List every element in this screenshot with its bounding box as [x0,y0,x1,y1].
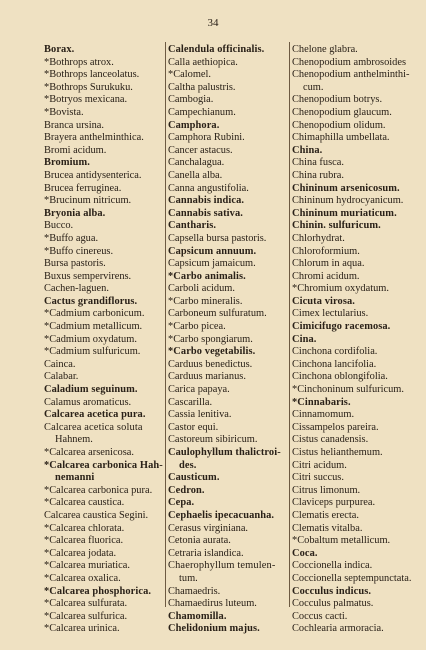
remedy-entry: Claviceps purpurea. [292,497,376,509]
remedy-entry: *Carbo animalis. [168,270,246,282]
remedy-entry: *Calcarea carbonica pura. [44,484,153,496]
remedy-entry: Cassia lenitiva. [168,409,232,421]
remedy-entry: *Bothrops Surukuku. [44,81,133,93]
remedy-entry: Carduus benedictus. [168,358,253,370]
remedy-entry: Coccionella septempunctata. [292,572,412,584]
remedy-entry: Canna angustifolia. [168,182,249,194]
remedy-entry: Bryonia alba. [44,207,106,219]
remedy-entry: Calamus aromaticus. [44,396,132,408]
remedy-entry: Cancer astacus. [168,144,233,156]
remedy-entry: Chlorum in aqua. [292,258,365,270]
remedy-entry: Cimicifugo racemosa. [292,321,391,333]
remedy-entry: China. [292,144,323,156]
remedy-entry: *Botryos mexicana. [44,94,128,106]
remedy-entry: Cina. [292,333,317,345]
remedy-entry: Cinchona cordifolia. [292,346,378,358]
remedy-entry: *Calcarea sulfurica. [44,610,128,622]
index-column-1 [44,44,162,636]
remedy-entry: Citri acidum. [292,459,347,471]
remedy-entry: tum. [179,572,198,584]
remedy-entry: Chelone glabra. [292,44,358,55]
remedy-entry: *Calcarea carbonica Hah- [44,459,163,471]
remedy-entry: *Chromium oxydatum. [292,283,389,295]
remedy-entry: *Calomel. [168,69,211,81]
remedy-entry: Causticum. [168,472,220,484]
remedy-entry: Citri succus. [292,472,344,484]
remedy-entry: Carboli acidum. [168,283,235,295]
remedy-entry: Carica papaya. [168,384,230,396]
remedy-entry: Calcarea caustica Segini. [44,509,149,521]
remedy-entry: Bursa pastoris. [44,258,106,270]
remedy-entry: Cascarilla. [168,396,213,408]
remedy-entry: Canella alba. [168,169,223,181]
remedy-entry: Brucea antidysenterica. [44,169,142,181]
remedy-entry: nemanni [55,472,95,484]
remedy-entry: Capsicum jamaicum. [168,258,256,270]
remedy-entry: *Carbo vegetabilis. [168,346,256,358]
remedy-entry: Brayera anthelminthica. [44,132,144,144]
remedy-entry: Cambogia. [168,94,214,106]
remedy-entry: Bromium. [44,157,90,169]
column-divider [289,42,290,607]
remedy-entry: Cocculus indicus. [292,585,372,597]
remedy-entry: China rubra. [292,169,344,181]
remedy-entry: Cinchona oblongifolia. [292,371,388,383]
remedy-entry: Cannabis indica. [168,195,245,207]
remedy-entry: Chenopodium glaucum. [292,106,392,118]
remedy-entry: Caulophyllum thalictroi- [168,447,281,458]
remedy-entry: *Calcarea phosphorica. [44,585,152,597]
remedy-entry: Bucco. [44,220,74,232]
remedy-entry: Cerasus virginiana. [168,522,249,534]
remedy-entry: *Cadmium metallicum. [44,321,143,333]
remedy-entry: *Cadmium carbonicum. [44,308,145,320]
remedy-entry: Cactus grandiflorus. [44,295,138,307]
remedy-entry: Branca ursina. [44,119,105,131]
remedy-entry: Coccionella indica. [292,560,373,572]
remedy-entry: Calcarea acetica pura. [44,409,146,421]
remedy-entry: Clematis erecta. [292,509,359,521]
remedy-entry: Capsicum annuum. [168,245,257,257]
remedy-entry: Clematis vitalba. [292,522,363,534]
remedy-entry: *Bothrops lanceolatus. [44,69,140,81]
remedy-entry: Coccus cacti. [292,610,348,622]
remedy-entry: Cetonia aurata. [168,535,231,547]
remedy-entry: Castor equi. [168,421,219,433]
index-column-3 [292,44,414,636]
remedy-entry: Cedron. [168,484,205,496]
remedy-entry: Carduus marianus. [168,371,246,383]
remedy-entry: Coca. [292,547,318,559]
index-column-2 [168,44,286,636]
remedy-entry: Chenopodium olidum. [292,119,386,131]
remedy-entry: Chromi acidum. [292,270,360,282]
remedy-entry: Cissampelos pareira. [292,421,379,433]
remedy-entry: Carboneum sulfuratum. [168,308,267,320]
remedy-entry: Chlorhydrat. [292,232,345,244]
remedy-entry: Cochlearia armoracia. [292,623,384,635]
remedy-entry: *Cadmium sulfuricum. [44,346,141,358]
remedy-entry: Chininum hydrocyanicum. [292,195,404,207]
remedy-entry: Calabar. [44,371,79,383]
remedy-entry: *Calcarea muriatica. [44,560,130,572]
remedy-entry: *Calcarea arsenicosa. [44,447,134,458]
remedy-entry: Cistus helianthemum. [292,447,383,458]
remedy-entry: Cimex lectularius. [292,308,369,320]
remedy-entry: Castoreum sibiricum. [168,434,258,446]
remedy-entry: Cepa. [168,497,195,509]
remedy-entry: Chamaedirus luteum. [168,598,257,610]
remedy-entry: cum. [303,81,324,93]
remedy-entry: Hahnem. [55,434,93,446]
remedy-entry: Chimaphilla umbellata. [292,132,390,144]
remedy-entry: China fusca. [292,157,344,169]
remedy-entry: *Cinchoninum sulfuricum. [292,384,404,396]
remedy-entry: Cinnamomum. [292,409,355,421]
remedy-entry: Campechianum. [168,106,236,118]
remedy-entry: Cephaelis ipecacuanha. [168,509,275,521]
remedy-entry: *Calcarea fluorica. [44,535,124,547]
remedy-entry: Chininum muriaticum. [292,207,397,219]
remedy-entry: Bromi acidum. [44,144,107,156]
remedy-entry: Chenopodium botrys. [292,94,383,106]
remedy-entry: Cistus canadensis. [292,434,369,446]
remedy-entry: Cicuta virosa. [292,295,355,307]
remedy-entry: *Calcarea jodata. [44,547,117,559]
remedy-entry: Brucea ferruginea. [44,182,122,194]
column-divider [165,42,166,607]
remedy-entry: Chelidonium majus. [168,623,260,635]
remedy-entry: Cannabis sativa. [168,207,243,219]
remedy-entry: Chamomilla. [168,610,227,622]
remedy-entry: Citrus limonum. [292,484,361,496]
remedy-entry: Cinchona lancifolia. [292,358,377,370]
remedy-entry: *Cadmium oxydatum. [44,333,137,345]
remedy-entry: Cainca. [44,358,76,370]
remedy-entry: Capsella bursa pastoris. [168,232,267,244]
remedy-entry: *Buffo cinereus. [44,245,114,257]
remedy-entry: Canchalagua. [168,157,225,169]
remedy-entry: *Calcarea sulfurata. [44,598,128,610]
remedy-entry: *Brucinum nitricum. [44,195,132,207]
remedy-entry: Calla aethiopica. [168,56,238,68]
remedy-entry: *Cobaltum metallicum. [292,535,391,547]
remedy-entry: Calcarea acetica soluta [44,421,143,433]
remedy-entry: Camphora Rubini. [168,132,245,144]
remedy-entry: Cachen-laguen. [44,283,109,295]
remedy-entry: *Cinnabaris. [292,396,351,408]
remedy-entry: Camphora. [168,119,220,131]
remedy-entry: Cetraria islandica. [168,547,244,559]
remedy-entry: Caladium seguinum. [44,384,138,396]
remedy-entry: *Bothrops atrox. [44,56,114,68]
remedy-entry: Calendula officinalis. [168,44,265,55]
remedy-entry: Chinin. sulfuricum. [292,220,381,232]
remedy-entry: *Buffo agua. [44,232,99,244]
remedy-entry: Chamaedris. [168,585,221,597]
remedy-entry: Cantharis. [168,220,217,232]
remedy-entry: *Carbo picea. [168,321,226,333]
remedy-entry: des. [179,459,197,471]
remedy-entry: *Carbo spongiarum. [168,333,253,345]
remedy-entry: *Calcarea chlorata. [44,522,125,534]
remedy-entry: Chloroformium. [292,245,360,257]
remedy-entry: Chenopodium anthelminthi- [292,69,410,81]
remedy-entry: *Calcarea caustica. [44,497,125,509]
remedy-entry: *Calcarea oxalica. [44,572,121,584]
remedy-entry: Chininum arsenicosum. [292,182,400,194]
remedy-entry: Chenopodium ambrosoides [292,56,406,68]
remedy-entry: *Calcarea urinica. [44,623,120,635]
remedy-entry: *Carbo mineralis. [168,295,243,307]
remedy-entry: Caltha palustris. [168,81,236,93]
page-number: 34 [207,17,219,29]
remedy-entry: Chaerophyllum temulen- [168,560,276,572]
remedy-entry: Borax. [44,44,75,55]
remedy-entry: *Bovista. [44,106,84,118]
remedy-entry: Cocculus palmatus. [292,598,374,610]
remedy-entry: Buxus sempervirens. [44,270,132,282]
